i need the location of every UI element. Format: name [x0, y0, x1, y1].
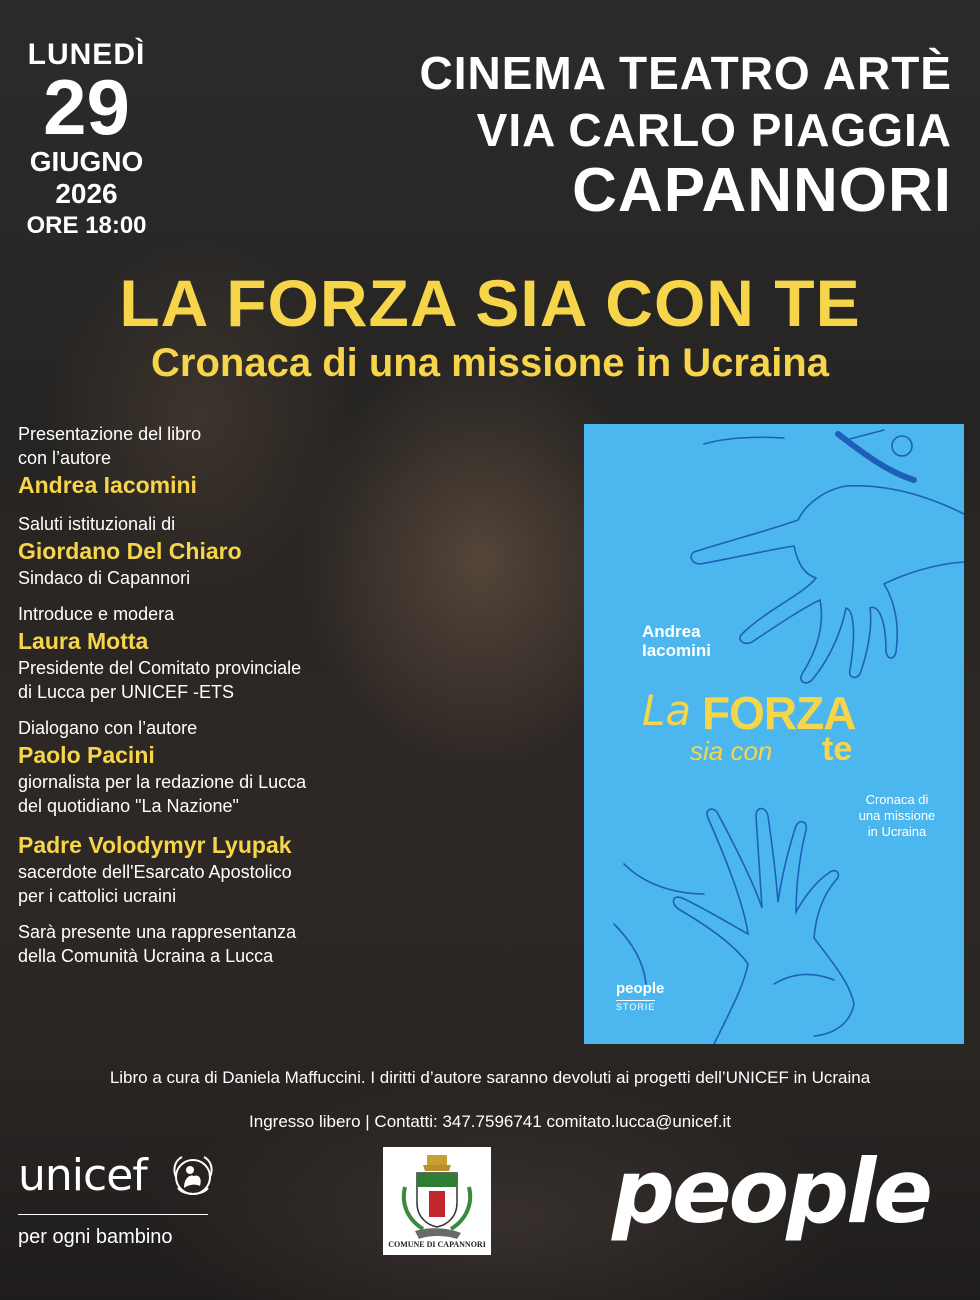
book-title-la: La: [642, 686, 692, 735]
date-weekday: LUNEDÌ: [27, 38, 146, 71]
date-month: GIUGNO: [29, 146, 144, 177]
book-title-te: te: [822, 730, 853, 768]
program-role: Saluti istituzionali di: [18, 514, 176, 534]
speaker-description: sacerdote dell'Esarcato Apostolico: [18, 862, 292, 882]
comune-crest: [383, 1147, 491, 1255]
book-title-forza: FORZA: [702, 687, 856, 739]
unicef-emblem-icon: [170, 1154, 216, 1200]
unicef-tagline: per ogni bambino: [18, 1226, 173, 1248]
speaker-description: di Lucca per UNICEF -ETS: [18, 682, 235, 702]
book-subtitle-line: Cronaca di: [865, 792, 929, 807]
book-author-first: Andrea: [642, 622, 701, 641]
speaker-description: del quotidiano "La Nazione": [18, 796, 239, 816]
program-item: [18, 716, 438, 818]
venue-block: [420, 48, 953, 225]
book-subtitle: [842, 792, 952, 840]
venue-city: CAPANNORI: [572, 156, 952, 226]
book-cover: [584, 424, 964, 1044]
program-item: [18, 422, 438, 500]
event-date: [14, 40, 159, 238]
speaker-name: Giordano Del Chiaro: [18, 538, 242, 564]
book-publisher: people: [616, 980, 665, 997]
speaker-name: Andrea Iacomini: [18, 472, 197, 498]
crest-icon: [383, 1147, 491, 1255]
program-role: Presentazione del libro: [18, 424, 202, 444]
book-author-last: Iacomini: [642, 641, 711, 660]
comune-label: COMUNE DI CAPANNORI: [388, 1240, 486, 1249]
speaker-name: Padre Volodymyr Lyupak: [18, 832, 292, 858]
book-series: STORIE: [616, 1002, 656, 1012]
program-item: [18, 830, 438, 908]
program-role: Introduce e modera: [18, 604, 175, 624]
program-list: [18, 422, 438, 980]
program-item: [18, 602, 438, 704]
program-note: Sarà presente una rappresentanza: [18, 922, 297, 942]
date-time: ORE 18:00: [26, 212, 147, 239]
venue-name: CINEMA TEATRO ARTÈ: [419, 47, 952, 99]
speaker-description: giornalista per la redazione di Lucca: [18, 772, 307, 792]
book-author: [642, 622, 711, 660]
program-item: [18, 920, 438, 968]
event-title: LA FORZA SIA CON TE: [119, 266, 861, 340]
contacts-line: Ingresso libero | Contatti: 347.7596741 comitato.lucca@unicef.it: [249, 1112, 731, 1131]
speaker-name: Paolo Pacini: [18, 742, 155, 768]
date-day: 29: [43, 63, 130, 151]
unicef-divider: [18, 1214, 208, 1215]
credits-note: Libro a cura di Daniela Maffuccini. I diritti d’autore saranno devoluti ai progetti dell’UNICEF in Ucraina: [109, 1068, 871, 1087]
speaker-description: Sindaco di Capannori: [18, 568, 191, 588]
speaker-description: per i cattolici ucraini: [18, 886, 177, 906]
program-item: [18, 512, 438, 590]
event-subtitle: Cronaca di una missione in Ucraina: [151, 341, 829, 385]
unicef-wordmark: unicef: [18, 1150, 147, 1201]
speaker-description: Presidente del Comitato provinciale: [18, 658, 302, 678]
unicef-logo: [18, 1150, 218, 1248]
venue-street: VIA CARLO PIAGGIA: [476, 103, 952, 156]
program-role: con l’autore: [18, 448, 112, 468]
book-title-sia: sia con: [690, 736, 773, 766]
people-publisher-logo: people: [612, 1140, 930, 1243]
date-year: 2026: [55, 178, 118, 209]
program-role: Dialogano con l’autore: [18, 718, 198, 738]
program-note: della Comunità Ucraina a Lucca: [18, 946, 274, 966]
book-subtitle-line: una missione: [858, 808, 936, 823]
speaker-name: Laura Motta: [18, 628, 149, 654]
book-subtitle-line: in Ucraina: [867, 824, 927, 839]
